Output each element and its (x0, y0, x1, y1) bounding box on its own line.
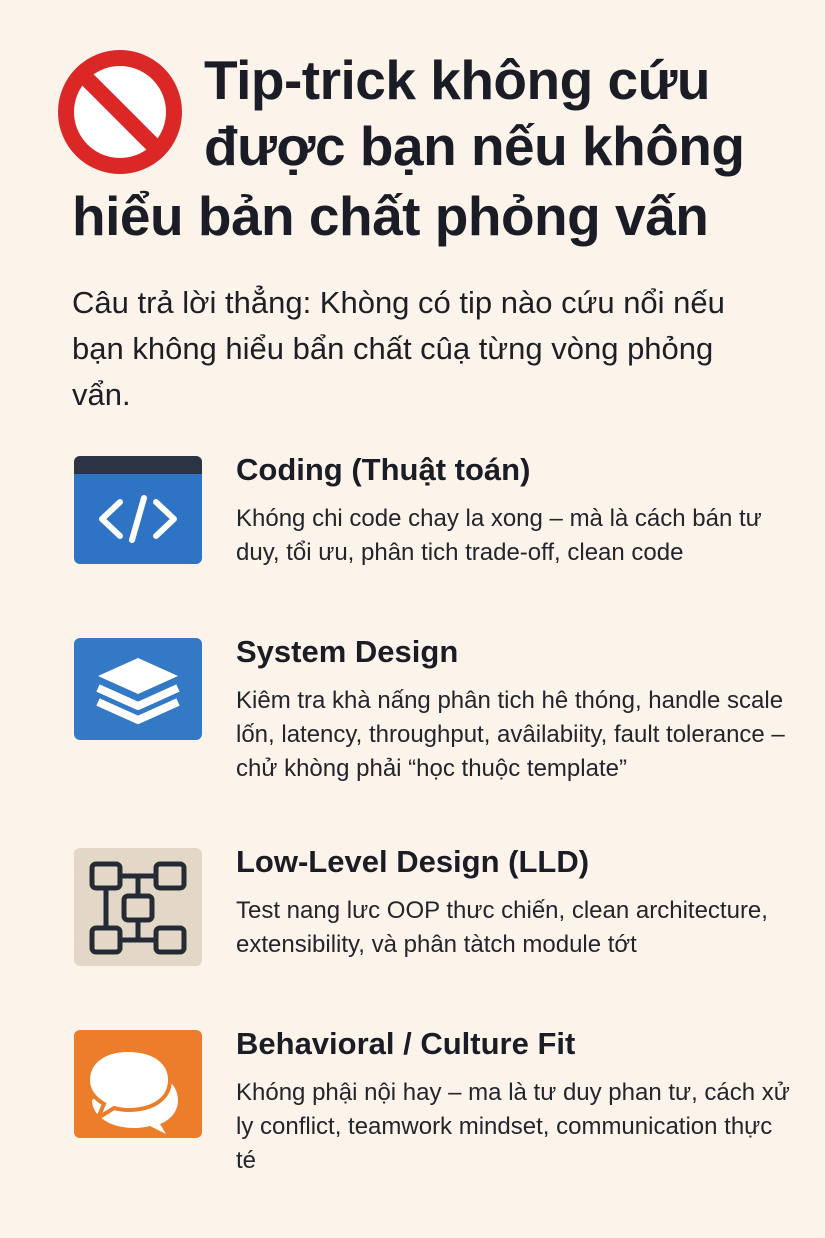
code-window-icon (74, 456, 202, 564)
module-diagram-icon (74, 848, 202, 966)
page-title-line-1: Tip-trick không cứu (204, 49, 711, 111)
card-description: Kiêm tra khà nấng phân tich hê thóng, handle scale lốn, latency, throughput, avâilabiity, fault tolerance – chử khòng phải “học thuộc template” (236, 687, 785, 782)
card-description: Khóng phậi nội hay – ma là tư duy phan tư, cách xử ly conflict, teamwork mindset, communication thực té (236, 1079, 790, 1174)
header (56, 48, 796, 248)
card-title: Behavioral / Culture Fit (236, 1026, 576, 1061)
card-title: System Design (236, 634, 459, 669)
layers-stack-icon (74, 638, 202, 740)
card-title: Low-Level Design (LLD) (236, 844, 590, 879)
page-title-line-2: được bạn nếu không (204, 115, 745, 177)
card-description: Test nang lưc OOP thưc chiến, clean architecture, extensibility, và phân tàtch module tớt (236, 897, 768, 958)
card-title: Coding (Thuật toán) (236, 452, 531, 487)
intro-text: Câu trả lời thẳng: Khòng có tip nào cứu nổi nếu bạn không hiểu bẩn chất cûạ từng vòng phỏng vẩn. (72, 285, 725, 412)
page-title-line-3: hiểu bản chất phỏng vấn (72, 185, 709, 247)
card-description: Khóng chi code chay la xong – mà là cách bán tư duy, tổi ưu, phân tich trade-off, clean code (236, 505, 762, 566)
no-entry-sign-icon (56, 48, 184, 176)
chat-bubbles-icon (74, 1030, 202, 1138)
